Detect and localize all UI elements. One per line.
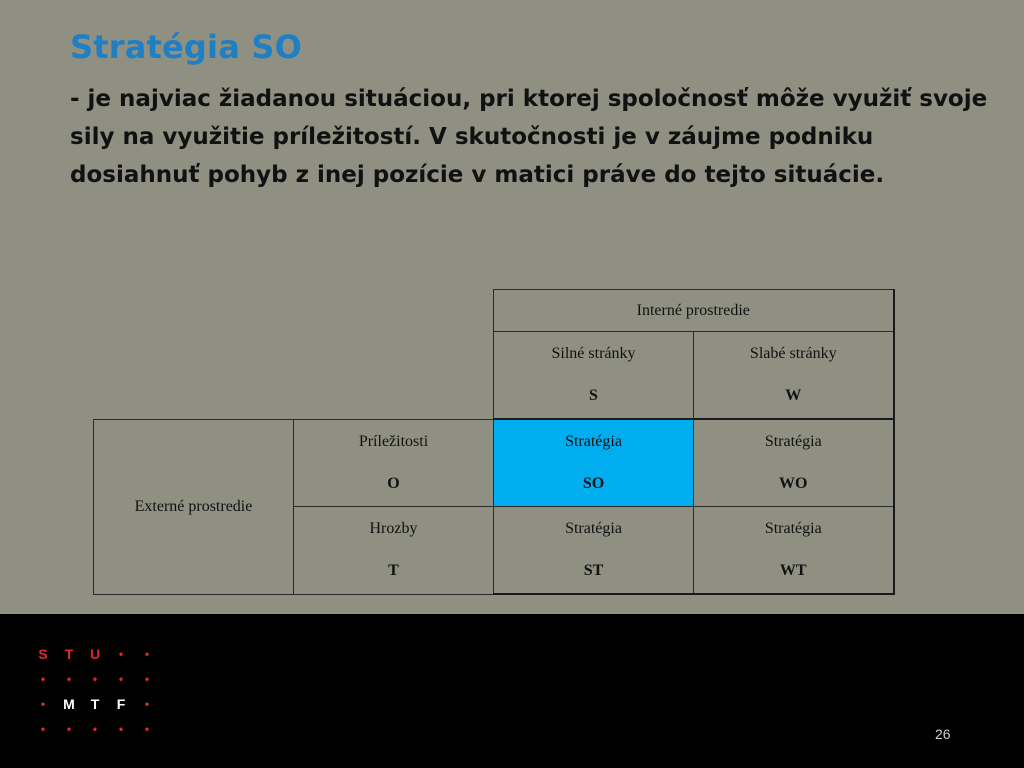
- strengths-header: [494, 332, 694, 420]
- logo-dot: •: [92, 672, 98, 686]
- logo-dot: •: [40, 722, 46, 736]
- logo-letter: T: [64, 646, 74, 662]
- strengths-code: S: [589, 387, 598, 404]
- strategy-so-code: SO: [582, 475, 605, 492]
- strategy-wt-code: WT: [779, 562, 807, 579]
- weaknesses-label: Slabé stránky: [749, 345, 837, 362]
- logo-dot: •: [118, 672, 124, 686]
- logo-letter: T: [90, 696, 100, 712]
- strategy-st-code: ST: [583, 562, 604, 579]
- logo-dot: •: [144, 722, 150, 736]
- logo-dot: •: [66, 722, 72, 736]
- swot-matrix: [93, 289, 895, 595]
- opportunities-code: O: [387, 474, 400, 492]
- internal-environment-header: [494, 290, 894, 332]
- slide-body-text: - je najviac žiadanou situáciou, pri ktorej spoločnosť môže využiť svoje sily na využitie príležitostí. V skutočnosti je v záujme podniku dosiahnuť pohyb z inej pozície v matici práve do tejto situácie.: [70, 86, 988, 188]
- external-environment-label: Externé prostredie: [134, 497, 253, 515]
- opportunities-label: Príležitosti: [358, 432, 429, 450]
- weaknesses-header: [694, 332, 894, 420]
- threats-label: Hrozby: [369, 520, 418, 538]
- strategy-wt-cell: [694, 507, 894, 595]
- strategy-wo-label: Stratégia: [764, 433, 822, 450]
- strategy-st-label: Stratégia: [565, 520, 622, 537]
- matrix-empty-corner: [94, 290, 494, 420]
- page-number: 26: [935, 726, 951, 742]
- logo-letter: U: [89, 646, 101, 662]
- threats-code: T: [388, 562, 399, 580]
- slide-title: Stratégia SO: [70, 28, 302, 66]
- strengths-label: Silné stránky: [551, 345, 636, 362]
- weaknesses-code: W: [785, 387, 802, 404]
- logo-letter: M: [63, 696, 75, 712]
- logo-dot: •: [144, 697, 150, 711]
- opportunities-header: [294, 419, 494, 507]
- logo-dot: •: [40, 697, 46, 711]
- logo-letter: S: [38, 646, 48, 662]
- logo-dot: •: [40, 672, 46, 686]
- stu-mtf-logo: [30, 645, 160, 745]
- internal-environment-label: Interné prostredie: [636, 301, 750, 319]
- logo-letter: F: [116, 696, 126, 712]
- logo-dot: •: [144, 647, 150, 661]
- strategy-st-cell: [494, 507, 694, 595]
- threats-header: [294, 507, 494, 595]
- strategy-wo-cell: [694, 419, 894, 507]
- logo-dot: •: [144, 672, 150, 686]
- logo-dot: •: [118, 647, 124, 661]
- strategy-so-label: Stratégia: [565, 433, 622, 450]
- logo-dot: •: [118, 722, 124, 736]
- strategy-wt-label: Stratégia: [764, 520, 822, 537]
- strategy-so-cell: [494, 419, 694, 507]
- footer-bar: [0, 614, 1024, 768]
- logo-dot: •: [92, 722, 98, 736]
- external-environment-header: [94, 419, 294, 594]
- logo-dot: •: [66, 672, 72, 686]
- strategy-wo-code: WO: [779, 475, 808, 492]
